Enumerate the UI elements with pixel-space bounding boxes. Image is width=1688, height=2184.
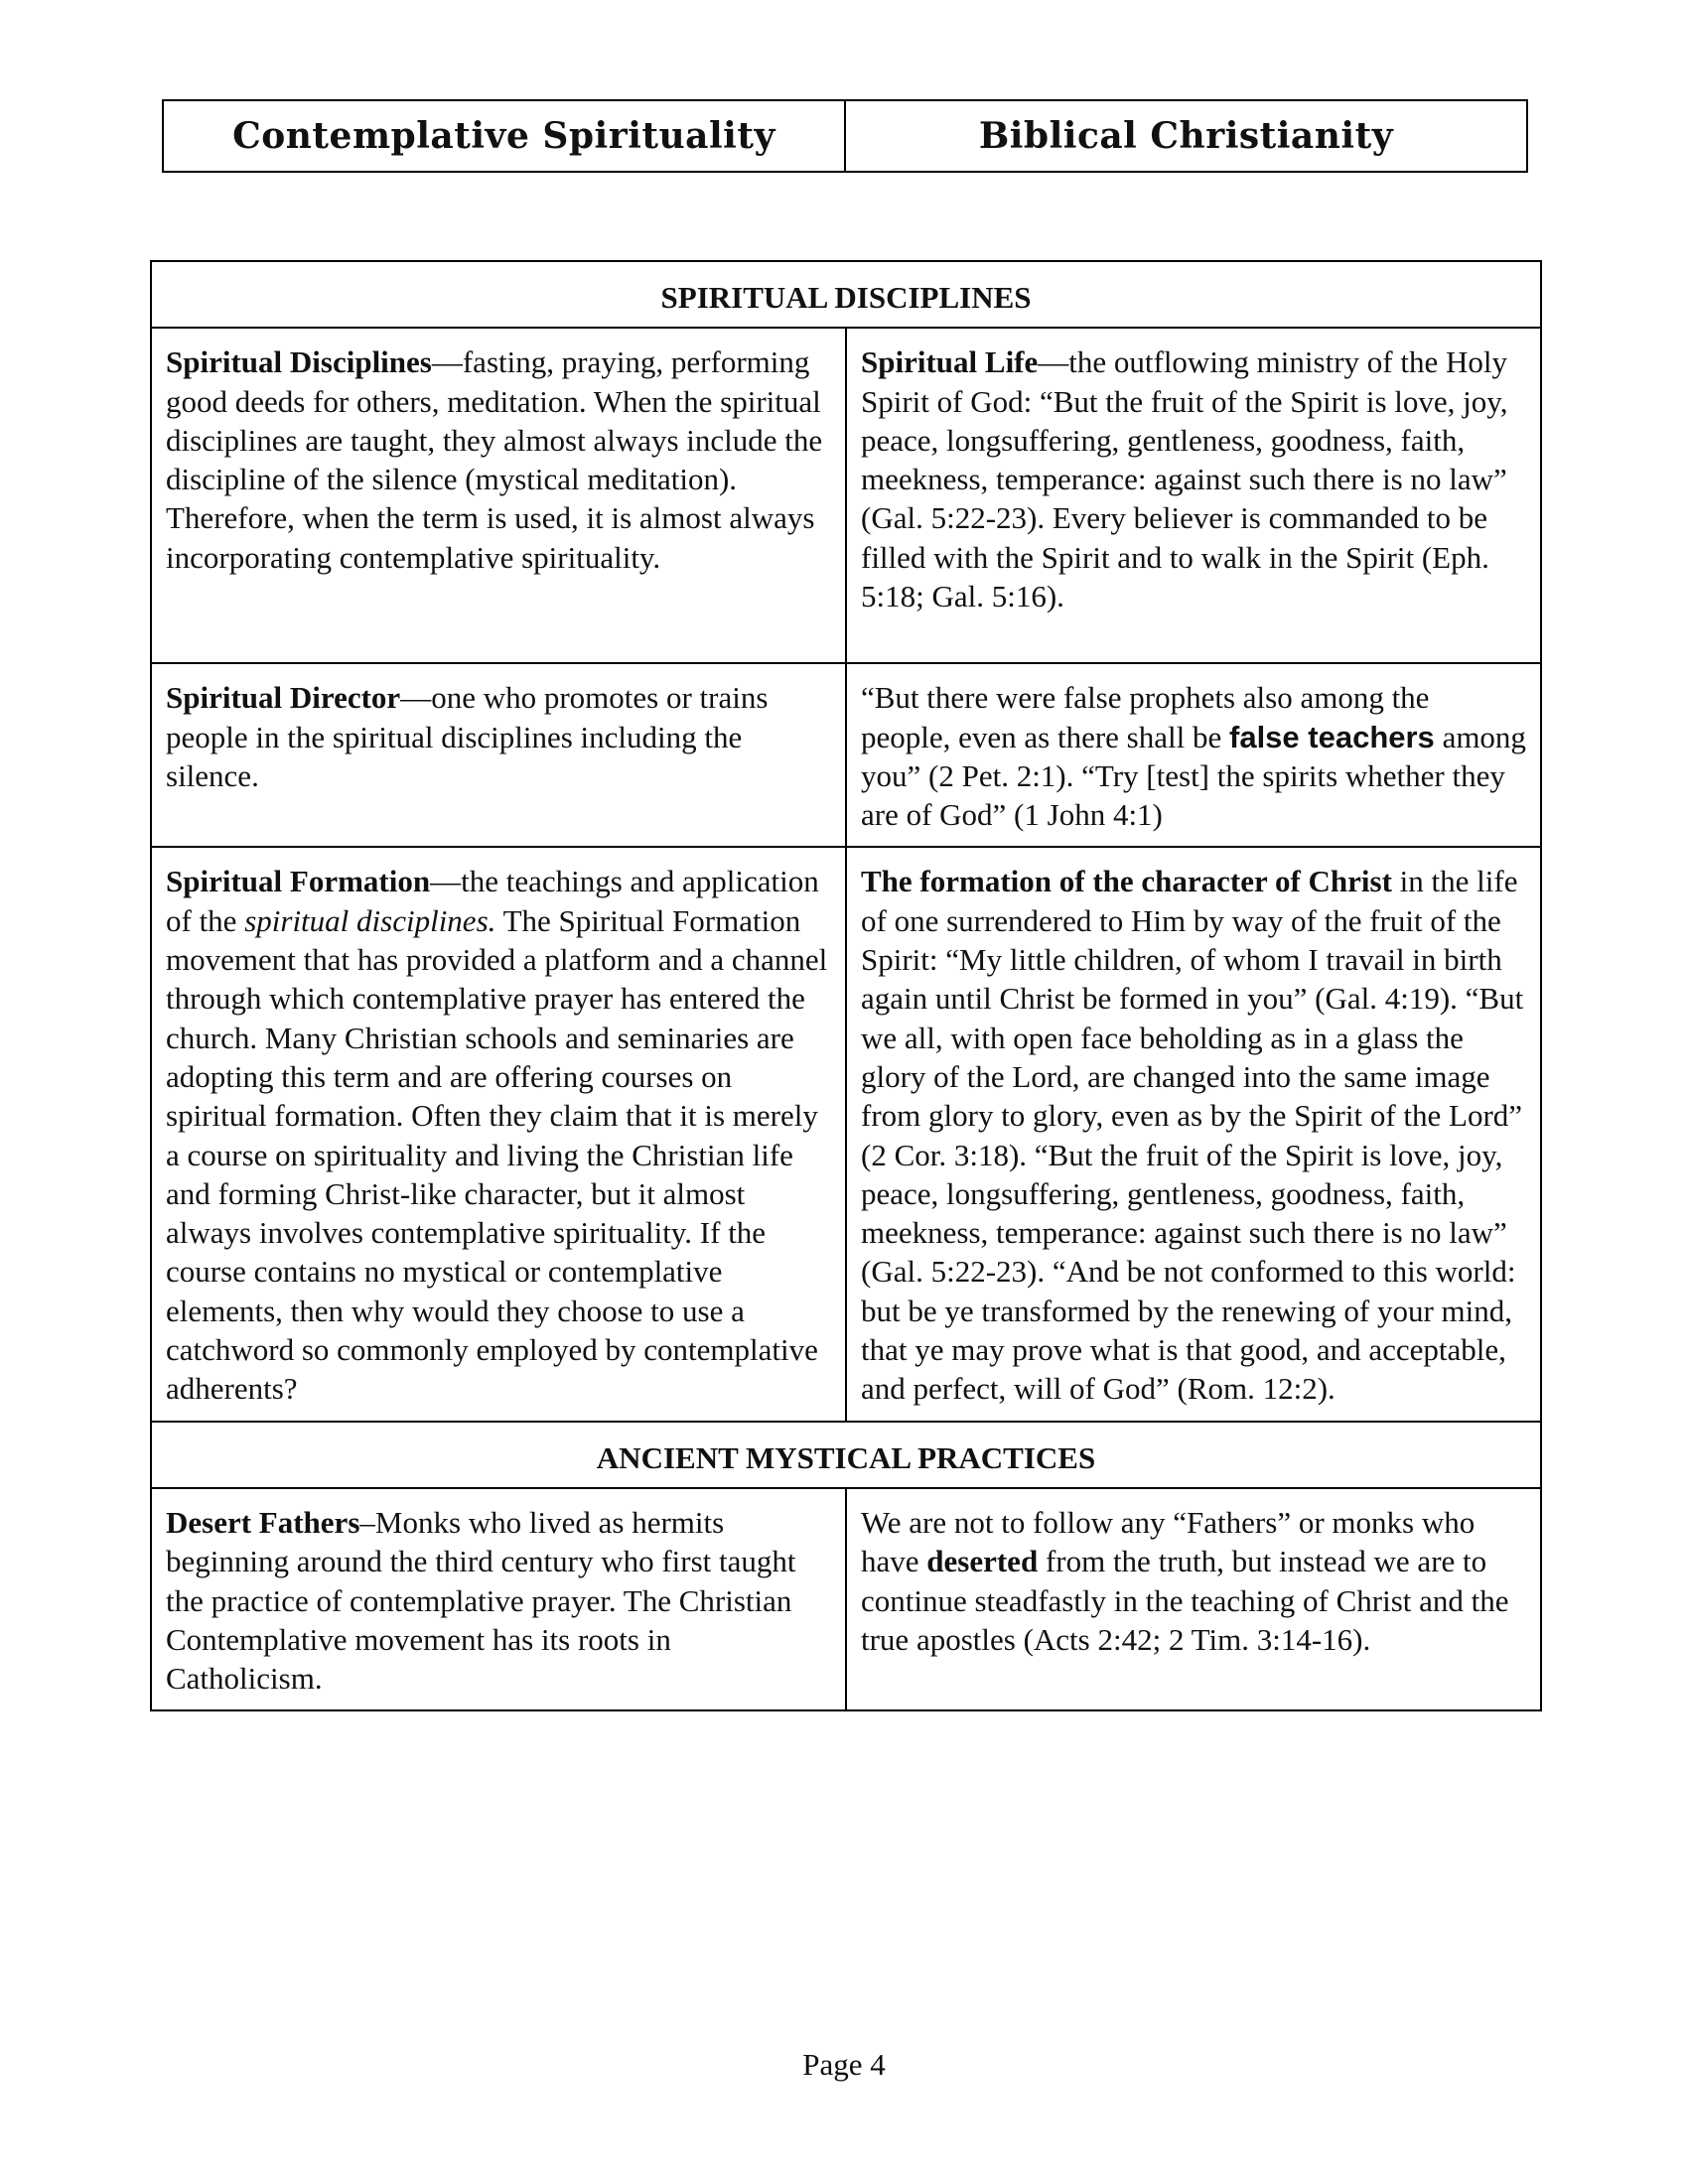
- comparison-table: [150, 260, 1542, 1711]
- definition: —fasting, praying, performing good deeds for others, meditation. When the spiritual disciplines are taught, they almost always include the discipline of the silence (mystical meditation). Therefore, when the term is used, it is almost always incorporating contemplative spirituality.: [166, 344, 823, 575]
- biblical-cell: [846, 328, 1541, 663]
- section-header-row: [151, 1422, 1541, 1488]
- definition: “But there were false prophets also among the people, even as there shall be: [861, 680, 1430, 754]
- biblical-cell: [846, 847, 1541, 1421]
- term: Spiritual Director: [166, 680, 401, 716]
- term: Spiritual Formation: [166, 864, 431, 899]
- section-header-row: [151, 261, 1541, 328]
- definition: –Monks who lived as hermits beginning around the third century who first taught the practice of contemplative prayer. The Christian Contemplative movement has its roots in Catholicism.: [166, 1504, 796, 1697]
- table-row: [151, 328, 1541, 663]
- definition: We are not to follow any “Fathers” or monks who have: [861, 1504, 1476, 1579]
- definition-cont: The Spiritual Formation movement that has provided a platform and a channel through which contemplative prayer has entered the church. Many Christian schools and seminaries are adopting this term and are offering courses on spiritual formation. Often they claim that it is merely a course on spirituality and living the Christian life and forming Christ-like character, but it almost always involves contemplative spirituality. If the course contains no mystical or contemplative elements, then why would they choose to use a catchword so commonly employed by contemplative adherents?: [166, 902, 828, 1407]
- table-row: [151, 663, 1541, 847]
- term: The formation of the character of Christ: [861, 864, 1392, 899]
- contemplative-cell: [151, 663, 846, 847]
- page-number: Page 4: [802, 2047, 886, 2082]
- emphasis: false teachers: [1229, 719, 1435, 754]
- definition-cont: from the truth, but instead we are to continue steadfastly in the teaching of Christ and the true apostles (Acts 2:42; 2 Tim. 3:14-16).: [861, 1544, 1509, 1657]
- section-title: SPIRITUAL DISCIPLINES: [151, 261, 1541, 328]
- definition: in the life of one surrendered to Him by way of the fruit of the Spirit: “My little children, of whom I travail in birth again until Christ be formed in you” (Gal. 4:19). “But we all, with open face beholding as in a glass the glory of the Lord, are changed into the same image from glory to glory, even as by the Spirit of the Lord” (2 Cor. 3:18). “But the fruit of the Spirit is love, joy, peace, longsuffering, gentleness, goodness, faith, meekness, temperance: against such there is no law” (Gal. 5:22-23). “And be not conformed to this world: but be ye transformed by the renewing of your mind, that ye may prove what is that good, and acceptable, and perfect, will of God” (Rom. 12:2).: [861, 864, 1524, 1407]
- contemplative-cell: [151, 1488, 846, 1710]
- contemplative-cell: [151, 847, 846, 1421]
- section-title: ANCIENT MYSTICAL PRACTICES: [151, 1422, 1541, 1488]
- table-row: [151, 1488, 1541, 1710]
- term: Spiritual Disciplines: [166, 344, 432, 380]
- contemplative-cell: [151, 328, 846, 663]
- biblical-cell: [846, 1488, 1541, 1710]
- header-right-title: Biblical Christianity: [844, 101, 1526, 171]
- emphasis: spiritual disciplines.: [244, 902, 496, 938]
- comparison-header: [162, 99, 1528, 173]
- definition: —the outflowing ministry of the Holy Spirit of God: “But the fruit of the Spirit is love, joy, peace, longsuffering, gentleness, goodness, faith, meekness, temperance: against such there is no law” (Gal. 5:22-23). Every believer is commanded to be filled with the Spirit and to walk in the Spirit (Eph. 5:18; Gal. 5:16).: [861, 344, 1508, 614]
- table-row: [151, 847, 1541, 1421]
- header-left-title: Contemplative Spirituality: [232, 115, 775, 157]
- term: Spiritual Life: [861, 344, 1039, 380]
- emphasis: deserted: [926, 1544, 1039, 1579]
- definition: —one who promotes or trains people in the spiritual disciplines including the silence.: [166, 680, 769, 793]
- definition-cont: among you” (2 Pet. 2:1). “Try [test] the spirits whether they are of God” (1 John 4:1): [861, 719, 1526, 833]
- biblical-cell: [846, 663, 1541, 847]
- term: Desert Fathers: [166, 1504, 360, 1540]
- definition: —the teachings and application of the: [166, 864, 819, 938]
